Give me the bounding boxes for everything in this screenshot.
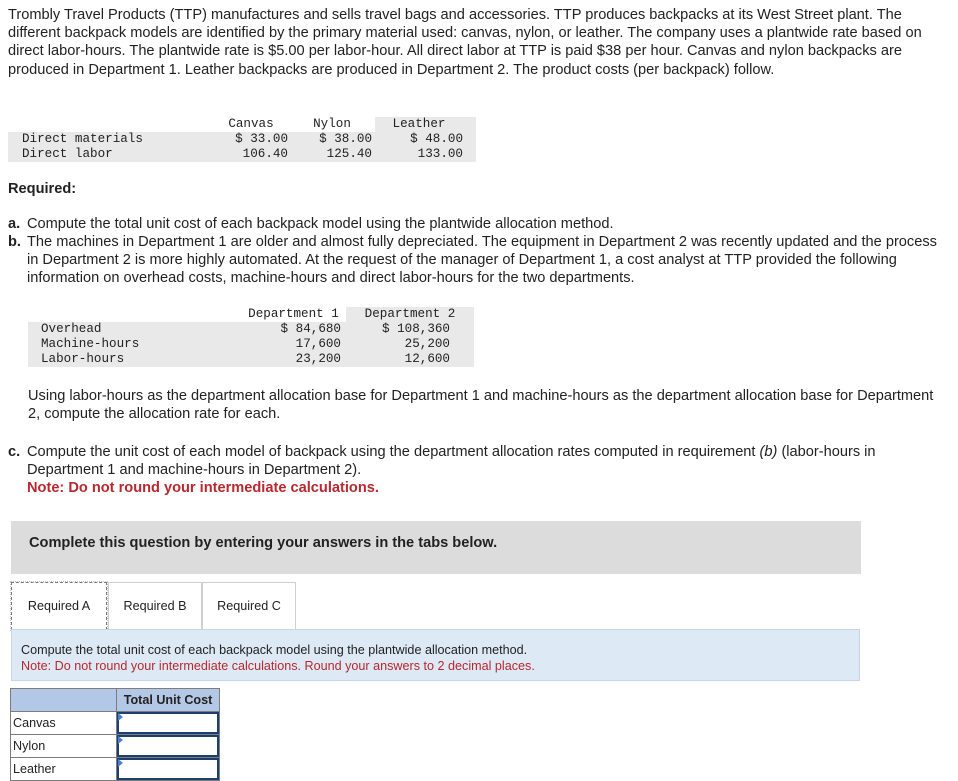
nylon-total-cost-input[interactable] (117, 735, 219, 757)
table-row (28, 352, 474, 367)
requirement-a (8, 215, 943, 233)
banner-text: Complete this question by entering your answers in the tabs below. (29, 535, 498, 551)
header-canvas: Canvas (214, 117, 292, 132)
instruction-note: Note: Do not round your intermediate calculations. Round your answers to 2 decimal places. (21, 659, 535, 673)
requirement-letter: b. (8, 234, 21, 250)
rounding-note: Note: Do not round your intermediate calculations. (27, 480, 379, 497)
row-label: Machine-hours (28, 337, 241, 352)
header-blank (11, 689, 117, 712)
cell-value: 133.00 (375, 147, 476, 162)
cell-value: 17,600 (241, 337, 346, 352)
requirement-letter: c. (8, 444, 21, 460)
answer-header-row (11, 689, 220, 712)
answer-table (10, 688, 220, 781)
cell-value: $ 108,360 (346, 322, 474, 337)
table-header-row (28, 307, 474, 322)
leather-cost-cell (117, 758, 220, 781)
header-blank (8, 117, 214, 132)
row-label: Direct materials (8, 132, 214, 147)
cell-value: $ 84,680 (241, 322, 346, 337)
table-row (28, 337, 474, 352)
cell-value: 12,600 (346, 352, 474, 367)
cell-value: 25,200 (346, 337, 474, 352)
tab-required-c[interactable]: Required C (202, 582, 296, 630)
department-table (28, 307, 474, 367)
input-marker-icon (118, 713, 123, 721)
canvas-cost-cell (117, 712, 220, 735)
row-label-canvas: Canvas (11, 712, 117, 735)
header-department-1: Department 1 (248, 307, 339, 321)
cell-value: $ 38.00 (292, 132, 375, 147)
requirement-text: The machines in Department 1 are older and almost fully depreciated. The equipment in Department 2 was recently updated and the process in Department 2 is more highly automated. At the request of the manager of Department 1, a cost analyst at TTP provided the following information on overhead costs, machine-hours and direct labor-hours for the two departments. (27, 234, 937, 287)
requirement-letter: a. (8, 216, 21, 232)
product-costs-table (8, 117, 476, 162)
row-label: Labor-hours (28, 352, 241, 367)
header-leather: Leather (375, 117, 476, 132)
table-row (8, 132, 476, 147)
requirement-reference: (b) (759, 444, 778, 461)
header-nylon: Nylon (292, 117, 375, 132)
header-total-unit-cost: Total Unit Cost (117, 689, 220, 712)
instruction-text (21, 642, 535, 674)
instructions-banner (11, 521, 861, 574)
nylon-cost-cell (117, 735, 220, 758)
requirement-b (8, 233, 943, 288)
requirement-text (8, 443, 943, 498)
instruction-line: Compute the total unit cost of each backpack model using the plantwide allocation method. (21, 643, 528, 657)
cell-value: 106.40 (214, 147, 292, 162)
requirement-c (8, 443, 943, 498)
table-row (11, 712, 220, 735)
table-row (8, 147, 476, 162)
row-label: Direct labor (8, 147, 214, 162)
leather-total-cost-input[interactable] (117, 758, 219, 780)
requirement-text-part: Compute the unit cost of each model of backpack using the department allocation rates computed in requirement (27, 444, 760, 461)
header-department-2: Department 2 (346, 307, 474, 322)
table-header-row (8, 117, 476, 132)
input-marker-icon (118, 759, 123, 767)
requirement-text-part: (labor-hours in Department 1 and machine-hours in Department 2). (27, 444, 876, 479)
table-row (11, 758, 220, 781)
table-row (11, 735, 220, 758)
input-marker-icon (118, 736, 123, 744)
header-blank (28, 307, 241, 322)
cell-value: 23,200 (241, 352, 346, 367)
cell-value: $ 33.00 (214, 132, 292, 147)
allocation-instruction: Using labor-hours as the department allocation base for Department 1 and machine-hours as the department allocation base for Department 2, compute the allocation rate for each. (28, 388, 934, 423)
row-label-nylon: Nylon (11, 735, 117, 758)
problem-intro: Trombly Travel Products (TTP) manufactures and sells travel bags and accessories. TTP produces backpacks at its West Street plant. The different backpack models are identified by the primary material used: canvas, nylon, or leather. The company uses a plantwide rate based on direct labor-hours. The plantwide rate is $5.00 per labor-hour. All direct labor at TTP is paid $38 per hour. Canvas and nylon backpacks are produced in Department 1. Leather backpacks are produced in Department 2. The product costs (per backpack) follow. (8, 7, 922, 78)
tab-required-b[interactable]: Required B (108, 582, 202, 630)
requirement-text: Compute the total unit cost of each backpack model using the plantwide allocation method. (27, 216, 614, 233)
cell-value: 125.40 (292, 147, 375, 162)
row-label: Overhead (28, 322, 241, 337)
tab-required-a[interactable]: Required A (11, 582, 107, 630)
canvas-total-cost-input[interactable] (117, 712, 219, 734)
required-heading: Required: (8, 181, 77, 197)
table-row (28, 322, 474, 337)
cell-value: $ 48.00 (375, 132, 476, 147)
instruction-panel (11, 629, 860, 681)
row-label-leather: Leather (11, 758, 117, 781)
